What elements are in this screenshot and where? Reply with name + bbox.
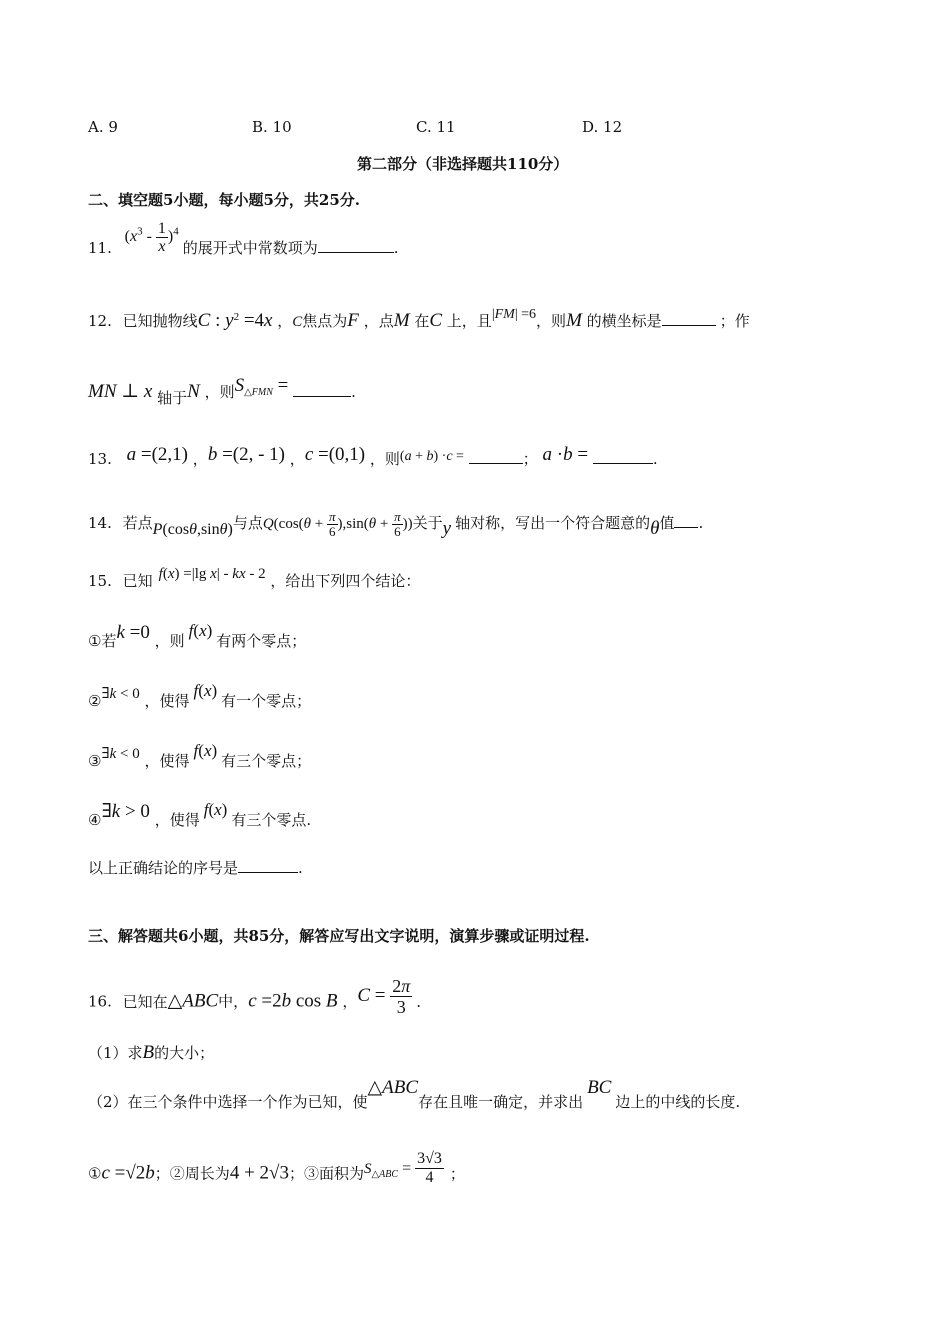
q16-options: ①c =√2b；②周长为4 + 2√3；③面积为$S_{\triangle ABC}$ = $\frac{3√3}{4}$ ；	[88, 1150, 465, 1186]
q12-blank-1[interactable]	[662, 311, 716, 326]
q13-blank-2[interactable]	[593, 449, 653, 464]
question-11: 11. ($x^3$ - $\frac{1}{x}$ )$^4$ 的展开式中常数项为 .	[88, 220, 399, 258]
q12-blank-2[interactable]	[293, 382, 351, 397]
q15-conclusion-2: ②∃k < 0 ，使得f(x)有一个零点；	[88, 681, 312, 710]
question-12: 12. 已知抛物线C : $y^2 =4x$ ，C焦点为F ，点M 在C 上，且|FM| =6，则M 的横坐标是 ；作	[88, 307, 750, 331]
choice-b: B. 10	[252, 118, 292, 136]
q15-blank[interactable]	[238, 858, 298, 873]
q16-part2: （2）在三个条件中选择一个作为已知，使△ABC存在且唯一确定，并求出BC边上的中线的长度.	[88, 1077, 741, 1111]
section2-header: 二、填空题5小题，每小题5分，共25分.	[88, 191, 360, 209]
q13-blank-1[interactable]	[469, 449, 523, 464]
question-14: 14. 若点P(cosθ,sinθ)与点Q(cos(θ + $\frac{\pi}{6}$ ),sin(θ + $\frac{\pi}{6}$ ))关于y 轴对称，写出一个符合题意的θ值 .	[88, 509, 704, 539]
q15-answer-line: 以上正确结论的序号是 .	[88, 859, 303, 877]
q11-expression: ($x^3$ - $\frac{1}{x}$ )$^4$	[124, 220, 179, 255]
section3-header: 三、解答题共6小题，共85分，解答应写出文字说明，演算步骤或证明过程.	[88, 927, 590, 945]
part2-title: 第二部分（非选择题共110分）	[357, 155, 569, 173]
q11-blank[interactable]	[318, 238, 394, 253]
q16-part1: （1）求B的大小；	[88, 1042, 215, 1063]
choice-a: A. 9	[88, 118, 118, 136]
question-13: 13. a =(2,1) ，b =(2, - 1) ，c =(0,1) ，则(a + b) ·c = ； a ·b = .	[88, 444, 658, 468]
q15-conclusion-3: ③∃k < 0 ，使得f(x)有三个零点；	[88, 741, 312, 770]
q14-blank[interactable]	[674, 513, 698, 528]
q15-conclusion-1: ①若k =0 ，则f(x)有两个零点；	[88, 621, 307, 650]
question-15: 15. 已知 f(x) =|lg x| - kx - 2 ，给出下列四个结论：	[88, 566, 421, 590]
question-16: 16. 已知在△ABC中，c =2b cos B ，C = $\frac{2\pi}{3}$ .	[88, 976, 422, 1017]
choice-d: D. 12	[582, 118, 623, 136]
q15-conclusion-4: ④∃k > 0 ，使得f(x)有三个零点.	[88, 800, 312, 829]
question-12-line2: MN ⊥ x 轴于N ，则$S_{\triangle FMN}$ = .	[88, 375, 356, 407]
choice-c: C. 11	[416, 118, 456, 136]
